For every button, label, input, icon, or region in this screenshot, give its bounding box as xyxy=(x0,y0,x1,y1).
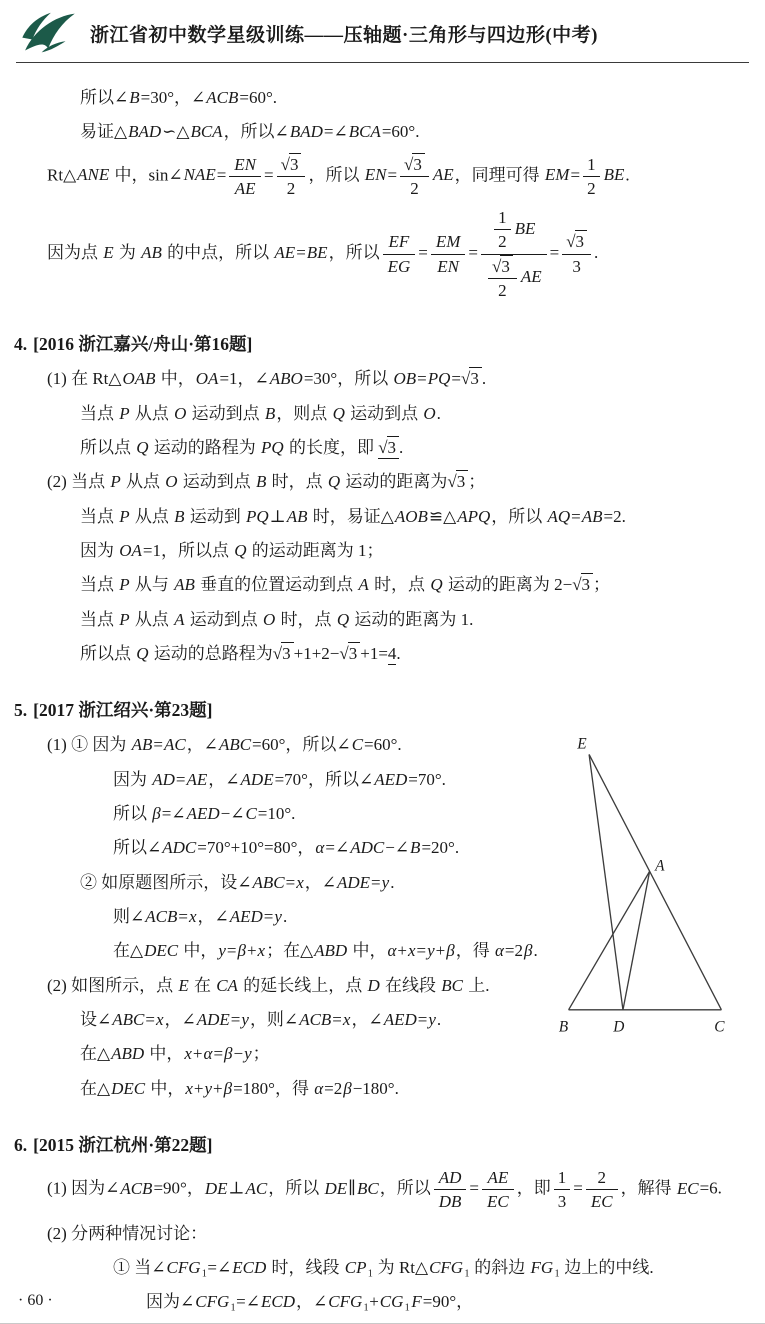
underlined-answer xyxy=(378,438,399,459)
fraction: $\frac{1}{3}$ xyxy=(554,1167,571,1213)
underlined-answer: 4 xyxy=(387,643,397,663)
solution-line-2-2: 所以 β=∠AED−∠C=10°. xyxy=(113,803,296,823)
fraction: $\frac{AE}{EC}$ xyxy=(482,1167,514,1213)
radical: √3 xyxy=(281,153,302,174)
geometry-figure xyxy=(545,736,745,1044)
solution-line-1-7: 当点 P 从点 A 运动到点 O 时，点 Q 运动的距离为 1. xyxy=(80,609,474,629)
fraction: $\frac{1}{2}$ BE $\frac{√3}{2}$ AE xyxy=(481,207,547,301)
page-bottom-edge xyxy=(0,1323,765,1324)
triangle-diagram xyxy=(545,736,745,1044)
problem-lines xyxy=(14,732,747,1102)
fraction: $\frac{1}{2}$ xyxy=(583,154,600,200)
problem-number: 4. xyxy=(14,334,28,355)
solution-line-0-2: Rt△ANE 中，sin∠NAE= $\frac{EN}{AE}$ = $\frac{√3}{2}$ ，所以 EN= $\frac{√3}{2}$ AE，同理可得 EM= $\frac{1}{2}$ BE. xyxy=(47,154,630,198)
problem-5 xyxy=(14,697,747,1102)
solution-line-2-8: 设∠ABC=x，∠ADE=y，则∠ACB=x，∠AED=y. xyxy=(80,1010,442,1030)
fraction: $\frac{EM}{EN}$ xyxy=(431,231,466,277)
solution-line-2-9: 在△ABD 中，x+α=β−y； xyxy=(80,1044,270,1064)
solution-line-2-7: (2) 如图所示，点 E 在 CA 的延长线上，点 D 在线段 BC 上. xyxy=(47,975,490,995)
radical: √3 xyxy=(447,470,468,491)
segment-AB xyxy=(569,872,650,1010)
radical: √3 xyxy=(404,153,425,174)
fraction: $\frac{√3}{3}$ xyxy=(562,231,591,277)
radical: √3 xyxy=(492,255,513,276)
radical: √3 xyxy=(339,642,360,663)
solution-line-1-1: 当点 P 从点 O 运动到点 B，则点 Q 运动到点 O. xyxy=(80,403,441,423)
fraction: $\frac{AD}{DB}$ xyxy=(434,1167,467,1213)
solution-line-3-2: ① 当∠CFG₁=∠ECD 时，线段 CP₁ 为 Rt△CFG₁ 的斜边 FG₁ 边上的中线. xyxy=(113,1257,654,1277)
solution-line-2-10: 在△DEC 中，x+y+β=180°，得 α=2β−180°. xyxy=(80,1078,399,1098)
problem-heading xyxy=(14,331,747,356)
fraction: $\frac{EF}{EG}$ xyxy=(383,231,416,277)
segment-AD xyxy=(623,872,650,1010)
solution-line-2-1: 因为 AD=AE，∠ADE=70°，所以∠AED=70°. xyxy=(113,769,446,789)
fraction: $\frac{EN}{AE}$ xyxy=(229,154,261,200)
solution-line-2-5: 则∠ACB=x，∠AED=y. xyxy=(113,907,288,926)
solution-line-1-2: 所以点 Q 运动的路程为 PQ 的长度，即 √3 . xyxy=(80,437,404,457)
problem-lines xyxy=(14,85,747,301)
problem-heading xyxy=(14,1132,747,1157)
solution-line-2-6: 在△DEC 中，y=β+x；在△ABD 中，α+x=y+β，得 α=2β. xyxy=(113,941,538,961)
figure-label-A: A xyxy=(655,857,665,875)
continued-solution xyxy=(14,85,747,301)
problem-number: 6. xyxy=(14,1135,28,1156)
problem-lines xyxy=(14,366,747,667)
problem-source: [2016 浙江嘉兴/舟山·第16题] xyxy=(33,334,253,355)
solution-line-0-3: 因为点 E 为 AB 的中点，所以 AE=BE，所以 $\frac{EF}{EG}$ = $\frac{EM}{EN}$ = $\frac{1}{2}$ BE $\frac{√3}{2}$ AE = $\frac{√3}{3}$ . xyxy=(47,208,599,300)
radical: √3 xyxy=(572,573,593,594)
segment-ED xyxy=(589,755,623,1010)
solution-line-2-3: 所以∠ADC=70°+10°=80°，α=∠ADC−∠B=20°. xyxy=(113,838,460,858)
publisher-logo-icon xyxy=(18,10,80,56)
solution-line-3-1: (2) 分两种情况讨论： xyxy=(47,1223,208,1243)
problem-number: 5. xyxy=(14,700,28,721)
fraction: $\frac{1}{2}$ xyxy=(494,207,511,253)
solution-line-3-3: 因为∠CFG₁=∠ECD，∠CFG₁+CG₁F=90°， xyxy=(146,1292,474,1312)
page-title: 浙江省初中数学星级训练——压轴题·三角形与四边形(中考) xyxy=(90,24,598,46)
page-header xyxy=(0,0,765,62)
fraction: $\frac{√3}{2}$ xyxy=(488,256,517,302)
problem-source: [2017 浙江绍兴·第23题] xyxy=(33,700,213,721)
figure-label-E: E xyxy=(577,736,587,753)
segment-EC xyxy=(589,755,721,1010)
solution-line-1-8: 所以点 Q 运动的总路程为√3 +1+2−√3 +1=4. xyxy=(80,643,401,663)
fraction: $\frac{√3}{2}$ xyxy=(277,154,306,200)
solution-line-1-5: 因为 OA=1，所以点 Q 的运动距离为 1； xyxy=(80,540,384,560)
radical: √3 xyxy=(566,230,587,251)
problem-heading xyxy=(14,697,747,722)
solution-line-2-0: (1) ① 因为 AB=AC，∠ABC=60°，所以∠C=60°. xyxy=(47,735,402,755)
figure-label-B: B xyxy=(558,1018,569,1036)
solution-line-1-3: (2) 当点 P 从点 O 运动到点 B 时，点 Q 运动的距离为√3 ； xyxy=(47,472,486,492)
page-number: · 60 · xyxy=(18,1291,53,1309)
radical: √3 xyxy=(461,367,482,388)
page-footer xyxy=(18,1292,53,1310)
problem-source: [2015 浙江杭州·第22题] xyxy=(33,1135,213,1156)
problem-4 xyxy=(14,331,747,667)
solutions-content xyxy=(0,63,765,1316)
solution-line-1-6: 当点 P 从与 AB 垂直的位置运动到点 A 时，点 Q 运动的距离为 2−√3 ； xyxy=(80,575,611,595)
solution-line-0-0: 所以∠B=30°，∠ACB=60°. xyxy=(80,88,278,107)
fraction: $\frac{√3}{2}$ xyxy=(400,154,429,200)
solution-line-1-4: 当点 P 从点 B 运动到 PQ⊥AB 时，易证△AOB≌△APQ，所以 AQ=AB=2. xyxy=(80,506,626,526)
problem-6 xyxy=(14,1132,747,1316)
solution-line-0-1: 易证△BAD∽△BCA，所以∠BAD=∠BCA=60°. xyxy=(80,122,420,142)
problem-lines xyxy=(14,1167,747,1316)
solution-line-1-0: (1) 在 Rt△OAB 中，OA=1，∠ABO=30°，所以 OB=PQ=√3 . xyxy=(47,369,487,389)
figure-label-D: D xyxy=(613,1018,625,1036)
radical: √3 xyxy=(273,642,294,663)
solution-line-2-4: ② 如原题图所示，设∠ABC=x，∠ADE=y. xyxy=(80,872,395,892)
radical: √3 xyxy=(378,436,399,457)
fraction: $\frac{2}{EC}$ xyxy=(586,1167,618,1213)
figure-label-C: C xyxy=(714,1018,725,1036)
solution-line-3-0: (1) 因为∠ACB=90°，DE⊥AC，所以 DE∥BC，所以 $\frac{AD}{DB}$ = $\frac{AE}{EC}$ ，即 $\frac{1}{3}$ = $\frac{2}{EC}$ ，解得 EC=6. xyxy=(47,1168,722,1212)
